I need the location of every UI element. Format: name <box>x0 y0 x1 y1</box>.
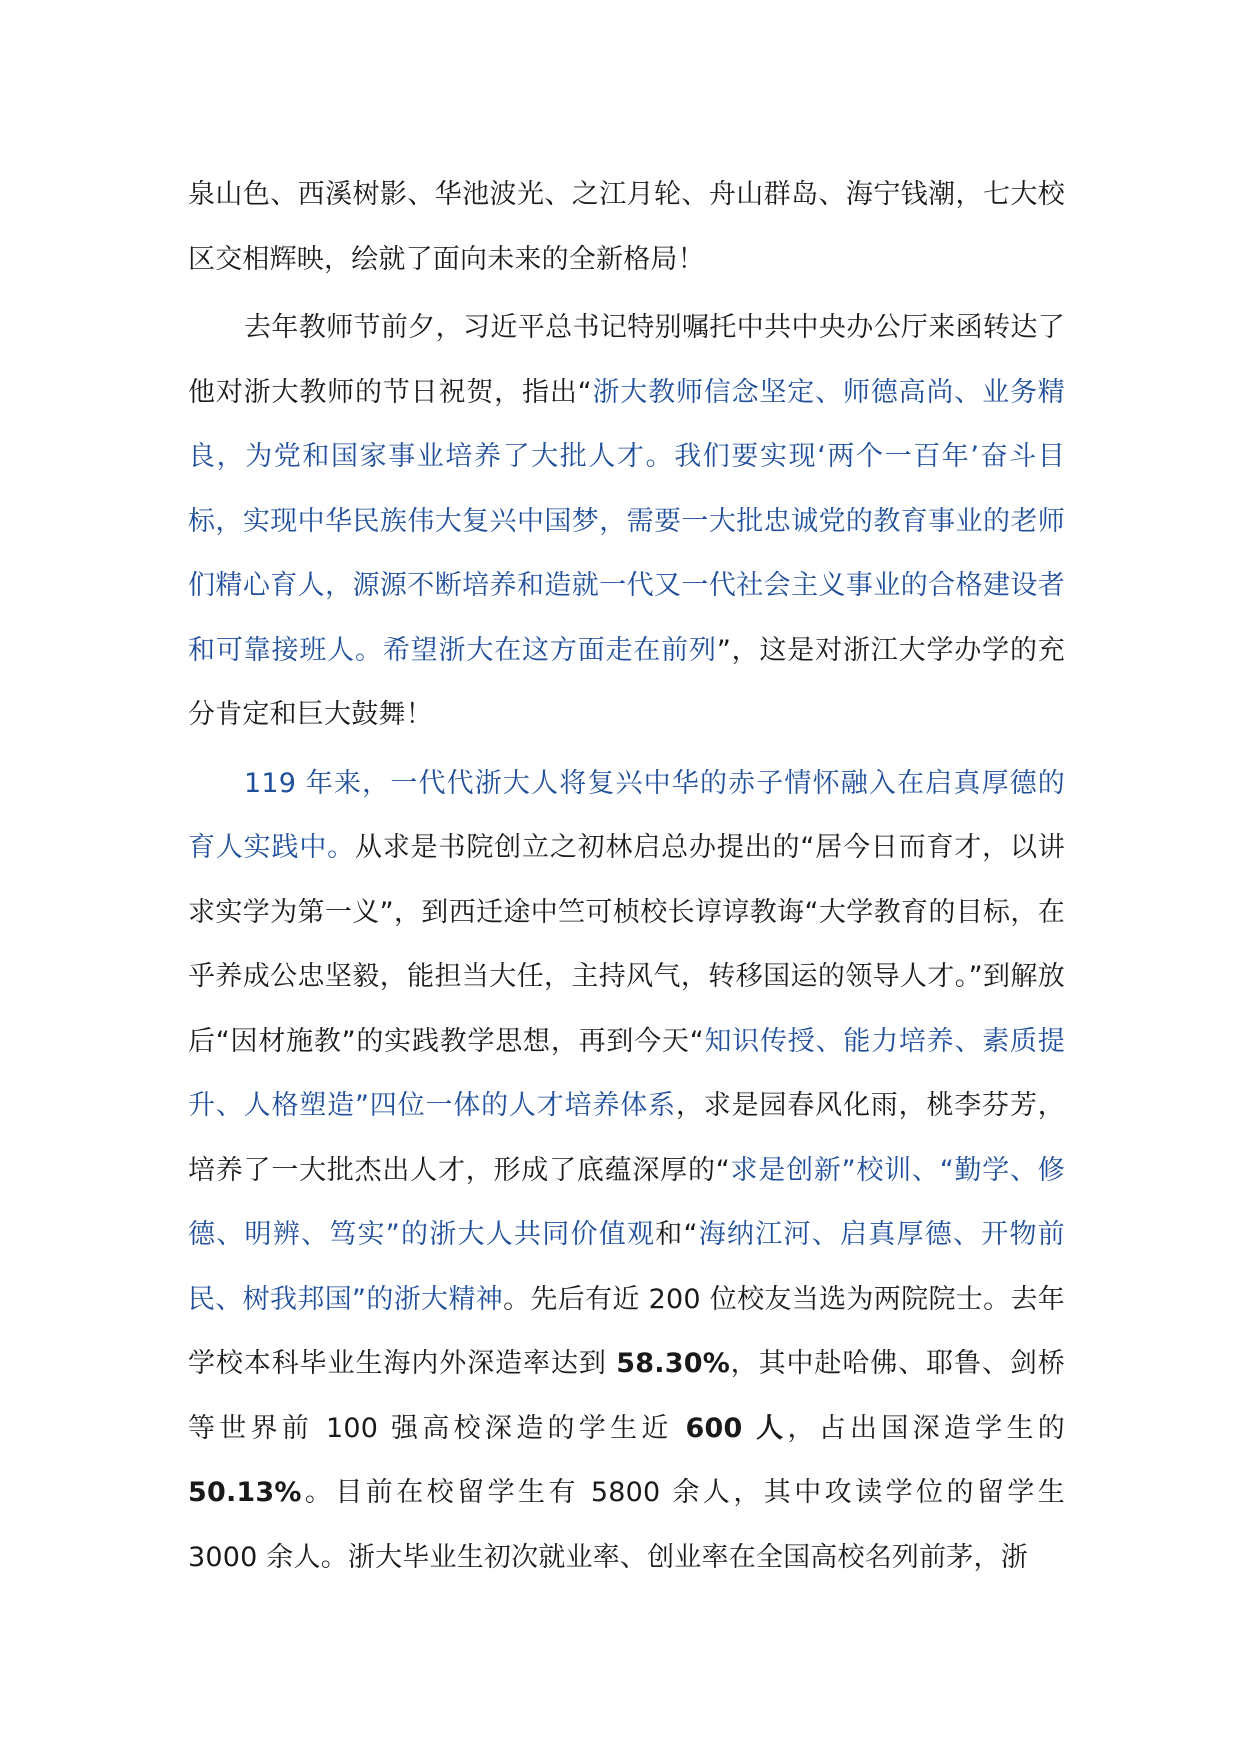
body-text: 。先后有近 200 位校友当选为两院院士。去年学校本科毕业生海内外深造率达到 <box>188 1283 1065 1379</box>
paragraph <box>188 296 1065 748</box>
highlighted-text: 119 年来，一代代浙大人将复兴中华的赤子情怀融入在启真厚德的育人实践中。 <box>188 767 1065 863</box>
body-text: 。目前在校留学生有 5800 余人，其中攻读学位的留学生 3000 余人。浙大毕业生初次就业率、创业率在全国高校名列前茅，浙 <box>188 1477 1065 1573</box>
document-body <box>188 163 1065 1590</box>
body-text: 去年教师节前夕，习近平总书记特别嘱托中共中央办公厅来函转达了他对浙大教师的节日祝贺，指出“ <box>188 312 1065 408</box>
paragraph <box>188 163 1065 292</box>
bold-figure: 600 人 <box>685 1412 788 1444</box>
paragraph <box>188 752 1065 1591</box>
body-text: ”，这是对浙江大学办学的充分肯定和巨大鼓舞！ <box>188 634 1065 730</box>
highlighted-text: 求是创新”校训、“勤学、修德、明辨、笃实”的浙大人共同价值观 <box>188 1154 1065 1250</box>
bold-figure: 50.13% <box>188 1477 302 1508</box>
body-text: ，求是园春风化雨，桃李芬芳，培养了一大批杰出人才，形成了底蕴深厚的“ <box>188 1090 1065 1186</box>
bold-figure: 58.30% <box>616 1348 730 1379</box>
highlighted-text: 海纳江河、启真厚德、开物前民、树我邦国”的浙大精神 <box>188 1219 1066 1315</box>
body-text: 和“ <box>655 1219 698 1250</box>
body-text: 泉山色、西溪树影、华池波光、之江月轮、舟山群岛、海宁钱潮，七大校区交相辉映，绘就了面向未来的全新格局！ <box>188 179 1065 275</box>
highlighted-text: 浙大教师信念坚定、师德高尚、业务精良，为党和国家事业培养了大批人才。我们要实现‘两个一百年’奋斗目标，实现中华民族伟大复兴中国梦，需要一大批忠诚党的教育事业的老师们精心育人，源源不断培养和造就一代又一代社会主义事业的合格建设者和可靠接班人。希望浙大在这方面走在前列 <box>188 376 1065 666</box>
highlighted-text: 知识传授、能力培养、素质提升、人格塑造”四位一体的人才培养体系 <box>188 1025 1065 1121</box>
body-text: ，占出国深造学生的 <box>787 1412 1065 1444</box>
body-text: ，其中赴哈佛、耶鲁、剑桥等世界前 100 强高校深造的学生近 <box>188 1348 1065 1444</box>
body-text: 从求是书院创立之初林启总办提出的“居今日而育才，以讲求实学为第一义”，到西迁途中竺可桢校长谆谆教诲“大学教育的目标，在乎养成公忠坚毅，能担当大任，主持风气，转移国运的领导人才。”到解放后“因材施教”的实践教学思想，再到今天“ <box>188 832 1066 1057</box>
